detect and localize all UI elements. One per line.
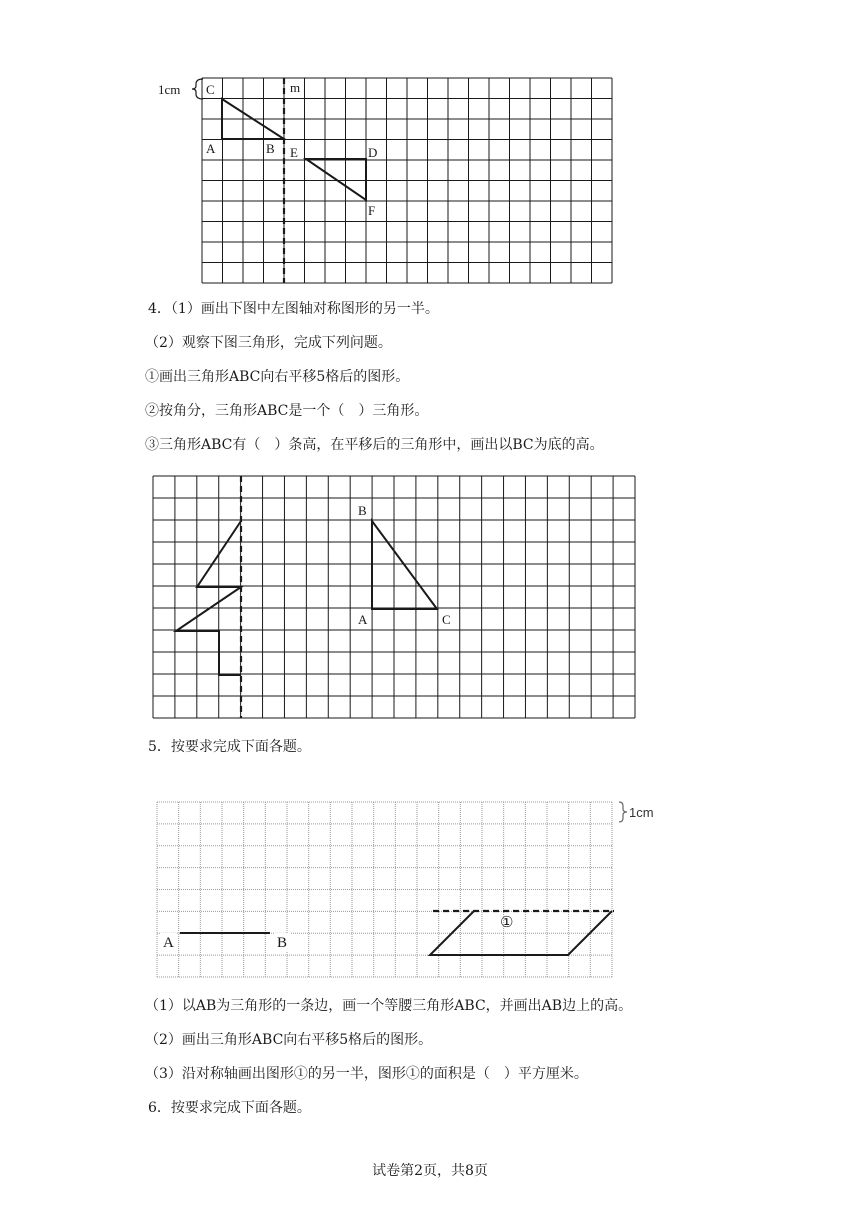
q4-item3: ③三角形ABC有（ ）条高，在平移后的三角形中，画出以BC为底的高。 <box>145 437 604 453</box>
q5-brace <box>619 802 627 822</box>
q5-scale-label: 1cm <box>629 805 654 820</box>
figure1-point-f: F <box>368 203 376 218</box>
figure1-triangle-edf <box>306 159 366 200</box>
q4-point-c: C <box>442 612 451 627</box>
q4-point-b: B <box>358 503 367 518</box>
q5-part3: （3）沿对称轴画出图形①的另一半，图形①的面积是（ ）平方厘米。 <box>145 1066 588 1082</box>
q5-title: 5．按要求完成下面各题。 <box>148 739 311 755</box>
figure1-axis-label: m <box>290 80 301 95</box>
figure1-point-c: C <box>206 82 215 97</box>
q5-part2: （2）画出三角形ABC向右平移5格后的图形。 <box>145 1032 433 1048</box>
page-footer: 试卷第2页，共8页 <box>372 1163 488 1179</box>
q4-part2: （2）观察下图三角形，完成下列问题。 <box>145 335 392 351</box>
q5-part1: （1）以AB为三角形的一条边，画一个等腰三角形ABC，并画出AB边上的高。 <box>145 998 633 1014</box>
figure1-point-a: A <box>206 141 216 156</box>
q4-point-a: A <box>358 612 368 627</box>
q5-grid-figure <box>0 790 860 990</box>
figure1-brace <box>192 79 203 99</box>
figure1-point-d: D <box>368 145 378 160</box>
q4-grid-figure <box>0 470 860 730</box>
q5-shape-label: ① <box>500 915 514 931</box>
figure1-scale-label: 1cm <box>158 82 181 97</box>
q5-point-b: B <box>277 935 288 951</box>
figure1-grid-figure <box>0 0 860 300</box>
q4-item1: ①画出三角形ABC向右平移5格后的图形。 <box>145 369 410 385</box>
q5-grid-lines <box>157 802 612 977</box>
figure1-point-e: E <box>290 145 298 160</box>
q4-item2: ②按角分，三角形ABC是一个（ ）三角形。 <box>145 403 429 419</box>
q6-title: 6．按要求完成下面各题。 <box>148 1100 311 1116</box>
q5-point-a: A <box>163 935 174 951</box>
figure1-point-b: B <box>266 141 275 156</box>
figure1-grid-lines <box>202 78 612 283</box>
q4-intro: 4．（1）画出下图中左图轴对称图形的另一半。 <box>148 301 439 317</box>
q4-triangle-abc <box>372 521 437 609</box>
